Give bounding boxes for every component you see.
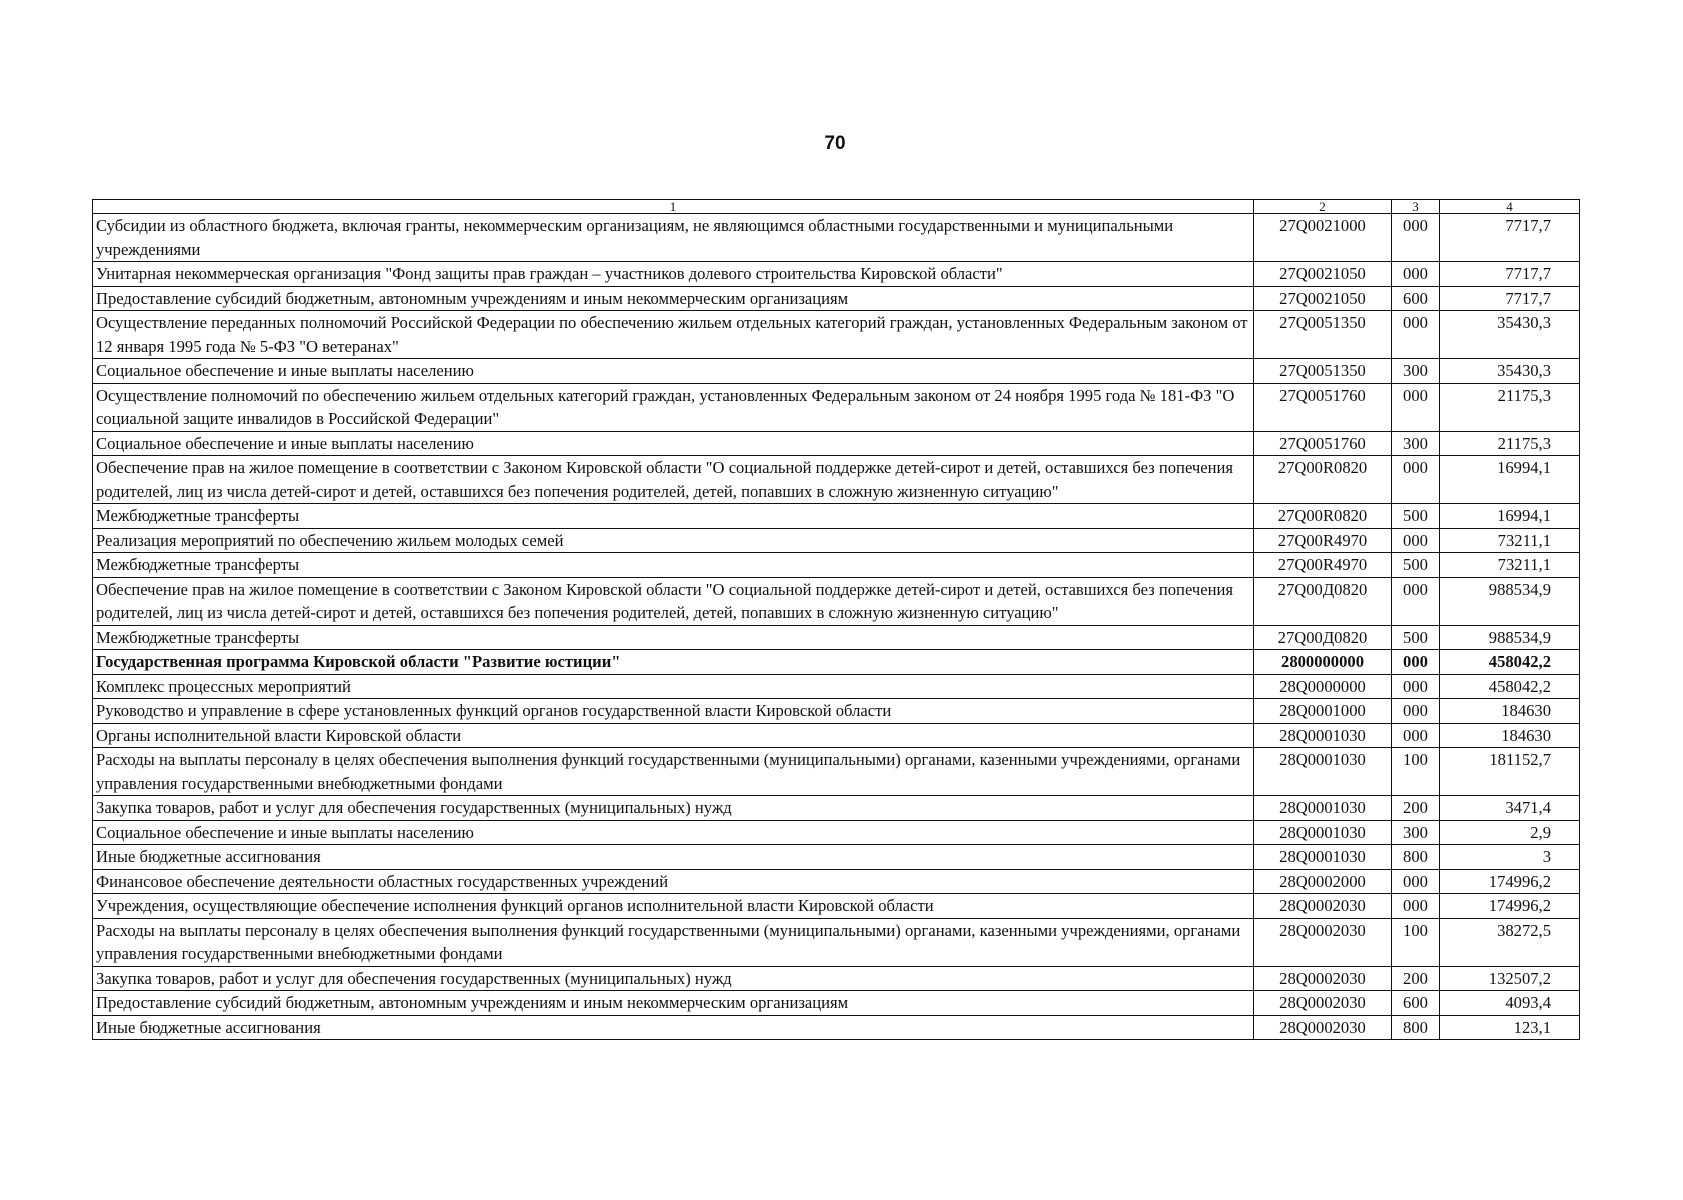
row-name-cell: Учреждения, осуществляющие обеспечение исполнения функций органов исполнительной власти Кировской области: [93, 894, 1254, 919]
column-header-amount: 4: [1440, 200, 1580, 214]
row-expense-type-cell: 000: [1392, 674, 1440, 699]
row-code-cell: 28Q0001030: [1254, 820, 1392, 845]
row-amount-cell: 184630: [1440, 723, 1580, 748]
row-amount-cell: 132507,2: [1440, 966, 1580, 991]
row-expense-type-cell: 000: [1392, 262, 1440, 287]
row-name-cell: Социальное обеспечение и иные выплаты населению: [93, 431, 1254, 456]
table-row: [93, 262, 1580, 287]
row-code-cell: 28Q0002030: [1254, 918, 1392, 966]
row-amount-cell: 2,9: [1440, 820, 1580, 845]
row-name-cell: Межбюджетные трансферты: [93, 625, 1254, 650]
row-expense-type-cell: 000: [1392, 383, 1440, 431]
row-amount-cell: 16994,1: [1440, 456, 1580, 504]
row-expense-type-cell: 300: [1392, 820, 1440, 845]
table-row: [93, 699, 1580, 724]
row-code-cell: 27Q0021050: [1254, 262, 1392, 287]
row-amount-cell: 181152,7: [1440, 748, 1580, 796]
row-name-cell: Иные бюджетные ассигнования: [93, 1015, 1254, 1040]
row-code-cell: 28Q0000000: [1254, 674, 1392, 699]
row-amount-cell: 988534,9: [1440, 625, 1580, 650]
row-code-cell: 27Q0021050: [1254, 286, 1392, 311]
table-row: [93, 748, 1580, 796]
row-amount-cell: 35430,3: [1440, 311, 1580, 359]
table-row: [93, 650, 1580, 675]
budget-table-container: [92, 199, 1579, 1040]
row-expense-type-cell: 600: [1392, 991, 1440, 1016]
row-amount-cell: 988534,9: [1440, 577, 1580, 625]
table-row: [93, 625, 1580, 650]
row-name-cell: Органы исполнительной власти Кировской области: [93, 723, 1254, 748]
row-amount-cell: 3: [1440, 845, 1580, 870]
row-code-cell: 28Q0002030: [1254, 991, 1392, 1016]
row-amount-cell: 21175,3: [1440, 383, 1580, 431]
row-amount-cell: 458042,2: [1440, 674, 1580, 699]
budget-table: [92, 199, 1580, 1040]
table-row: [93, 820, 1580, 845]
table-row: [93, 845, 1580, 870]
table-row: [93, 918, 1580, 966]
row-amount-cell: 3471,4: [1440, 796, 1580, 821]
row-expense-type-cell: 000: [1392, 528, 1440, 553]
row-expense-type-cell: 000: [1392, 894, 1440, 919]
row-name-cell: Межбюджетные трансферты: [93, 553, 1254, 578]
column-header-expense-type: 3: [1392, 200, 1440, 214]
row-name-cell: Социальное обеспечение и иные выплаты населению: [93, 359, 1254, 384]
row-code-cell: 27Q00R0820: [1254, 456, 1392, 504]
table-row: [93, 214, 1580, 262]
row-expense-type-cell: 500: [1392, 625, 1440, 650]
row-name-cell: Реализация мероприятий по обеспечению жильем молодых семей: [93, 528, 1254, 553]
row-name-cell: Обеспечение прав на жилое помещение в соответствии с Законом Кировской области "О социальной поддержке детей-сирот и детей, оставшихся без попечения родителей, лиц из числа детей-сирот и детей, оставшихся без попечения родителей, детей, попавших в сложную жизненную ситуацию": [93, 456, 1254, 504]
row-code-cell: 28Q0001000: [1254, 699, 1392, 724]
row-expense-type-cell: 000: [1392, 699, 1440, 724]
row-name-cell: Расходы на выплаты персоналу в целях обеспечения выполнения функций государственными (муниципальными) органами, казенными учреждениями, органами управления государственными внебюджетными фондами: [93, 918, 1254, 966]
row-code-cell: 27Q00Д0820: [1254, 577, 1392, 625]
row-code-cell: 28Q0002030: [1254, 966, 1392, 991]
table-row: [93, 796, 1580, 821]
row-expense-type-cell: 300: [1392, 359, 1440, 384]
row-expense-type-cell: 000: [1392, 650, 1440, 675]
row-name-cell: Закупка товаров, работ и услуг для обеспечения государственных (муниципальных) нужд: [93, 796, 1254, 821]
row-expense-type-cell: 100: [1392, 918, 1440, 966]
row-code-cell: 28Q0002030: [1254, 894, 1392, 919]
row-amount-cell: 174996,2: [1440, 894, 1580, 919]
row-name-cell: Осуществление переданных полномочий Российской Федерации по обеспечению жильем отдельных категорий граждан, установленных Федеральным законом от 12 января 1995 года № 5-ФЗ "О ветеранах": [93, 311, 1254, 359]
table-row: [93, 723, 1580, 748]
table-row: [93, 674, 1580, 699]
row-code-cell: 28Q0002030: [1254, 1015, 1392, 1040]
row-amount-cell: 123,1: [1440, 1015, 1580, 1040]
row-amount-cell: 21175,3: [1440, 431, 1580, 456]
row-expense-type-cell: 000: [1392, 311, 1440, 359]
row-amount-cell: 35430,3: [1440, 359, 1580, 384]
row-amount-cell: 73211,1: [1440, 553, 1580, 578]
row-amount-cell: 174996,2: [1440, 869, 1580, 894]
table-body: [93, 214, 1580, 1040]
table-row: [93, 553, 1580, 578]
row-expense-type-cell: 800: [1392, 1015, 1440, 1040]
row-expense-type-cell: 000: [1392, 723, 1440, 748]
table-row: [93, 456, 1580, 504]
column-header-code: 2: [1254, 200, 1392, 214]
row-expense-type-cell: 200: [1392, 796, 1440, 821]
row-code-cell: 27Q0021000: [1254, 214, 1392, 262]
row-amount-cell: 458042,2: [1440, 650, 1580, 675]
row-code-cell: 28Q0001030: [1254, 723, 1392, 748]
row-expense-type-cell: 000: [1392, 456, 1440, 504]
table-row: [93, 577, 1580, 625]
row-name-cell: Обеспечение прав на жилое помещение в соответствии с Законом Кировской области "О социальной поддержке детей-сирот и детей, оставшихся без попечения родителей, лиц из числа детей-сирот и детей, оставшихся без попечения родителей, детей, попавших в сложную жизненную ситуацию": [93, 577, 1254, 625]
page-number: 70: [824, 133, 846, 154]
table-row: [93, 528, 1580, 553]
table-row: [93, 869, 1580, 894]
row-amount-cell: 4093,4: [1440, 991, 1580, 1016]
row-name-cell: Государственная программа Кировской области "Развитие юстиции": [93, 650, 1254, 675]
row-name-cell: Осуществление полномочий по обеспечению жильем отдельных категорий граждан, установленных Федеральным законом от 24 ноября 1995 года № 181-ФЗ "О социальной защите инвалидов в Российской Федерации": [93, 383, 1254, 431]
table-row: [93, 311, 1580, 359]
row-name-cell: Закупка товаров, работ и услуг для обеспечения государственных (муниципальных) нужд: [93, 966, 1254, 991]
row-code-cell: 28Q0002000: [1254, 869, 1392, 894]
row-code-cell: 27Q0051760: [1254, 383, 1392, 431]
table-row: [93, 966, 1580, 991]
row-name-cell: Комплекс процессных мероприятий: [93, 674, 1254, 699]
row-amount-cell: 38272,5: [1440, 918, 1580, 966]
row-expense-type-cell: 600: [1392, 286, 1440, 311]
row-code-cell: 27Q00Д0820: [1254, 625, 1392, 650]
row-name-cell: Расходы на выплаты персоналу в целях обеспечения выполнения функций государственными (муниципальными) органами, казенными учреждениями, органами управления государственными внебюджетными фондами: [93, 748, 1254, 796]
row-code-cell: 28Q0001030: [1254, 845, 1392, 870]
row-code-cell: 27Q0051350: [1254, 311, 1392, 359]
row-name-cell: Предоставление субсидий бюджетным, автономным учреждениям и иным некоммерческим организациям: [93, 991, 1254, 1016]
row-code-cell: 27Q00R0820: [1254, 504, 1392, 529]
row-expense-type-cell: 000: [1392, 214, 1440, 262]
row-expense-type-cell: 100: [1392, 748, 1440, 796]
row-code-cell: 27Q00R4970: [1254, 553, 1392, 578]
row-expense-type-cell: 500: [1392, 504, 1440, 529]
row-expense-type-cell: 000: [1392, 869, 1440, 894]
row-code-cell: 28Q0001030: [1254, 748, 1392, 796]
row-name-cell: Финансовое обеспечение деятельности областных государственных учреждений: [93, 869, 1254, 894]
row-amount-cell: 16994,1: [1440, 504, 1580, 529]
row-name-cell: Субсидии из областного бюджета, включая гранты, некоммерческим организациям, не являющимся областными государственными и муниципальными учреждениями: [93, 214, 1254, 262]
row-name-cell: Унитарная некоммерческая организация "Фонд защиты прав граждан – участников долевого строительства Кировской области": [93, 262, 1254, 287]
table-row: [93, 1015, 1580, 1040]
row-amount-cell: 184630: [1440, 699, 1580, 724]
row-expense-type-cell: 800: [1392, 845, 1440, 870]
row-amount-cell: 7717,7: [1440, 286, 1580, 311]
row-expense-type-cell: 000: [1392, 577, 1440, 625]
table-row: [93, 504, 1580, 529]
row-code-cell: 27Q0051760: [1254, 431, 1392, 456]
table-row: [93, 383, 1580, 431]
row-name-cell: Руководство и управление в сфере установленных функций органов государственной власти Кировской области: [93, 699, 1254, 724]
row-amount-cell: 73211,1: [1440, 528, 1580, 553]
row-name-cell: Социальное обеспечение и иные выплаты населению: [93, 820, 1254, 845]
column-header-name: 1: [93, 200, 1254, 214]
table-row: [93, 431, 1580, 456]
row-name-cell: Межбюджетные трансферты: [93, 504, 1254, 529]
row-code-cell: 2800000000: [1254, 650, 1392, 675]
row-code-cell: 27Q00R4970: [1254, 528, 1392, 553]
table-row: [93, 894, 1580, 919]
row-expense-type-cell: 500: [1392, 553, 1440, 578]
table-row: [93, 286, 1580, 311]
row-expense-type-cell: 200: [1392, 966, 1440, 991]
row-expense-type-cell: 300: [1392, 431, 1440, 456]
row-name-cell: Предоставление субсидий бюджетным, автономным учреждениям и иным некоммерческим организациям: [93, 286, 1254, 311]
row-code-cell: 27Q0051350: [1254, 359, 1392, 384]
table-row: [93, 359, 1580, 384]
table-header-row: [93, 200, 1580, 214]
row-name-cell: Иные бюджетные ассигнования: [93, 845, 1254, 870]
table-row: [93, 991, 1580, 1016]
row-code-cell: 28Q0001030: [1254, 796, 1392, 821]
row-amount-cell: 7717,7: [1440, 262, 1580, 287]
row-amount-cell: 7717,7: [1440, 214, 1580, 262]
